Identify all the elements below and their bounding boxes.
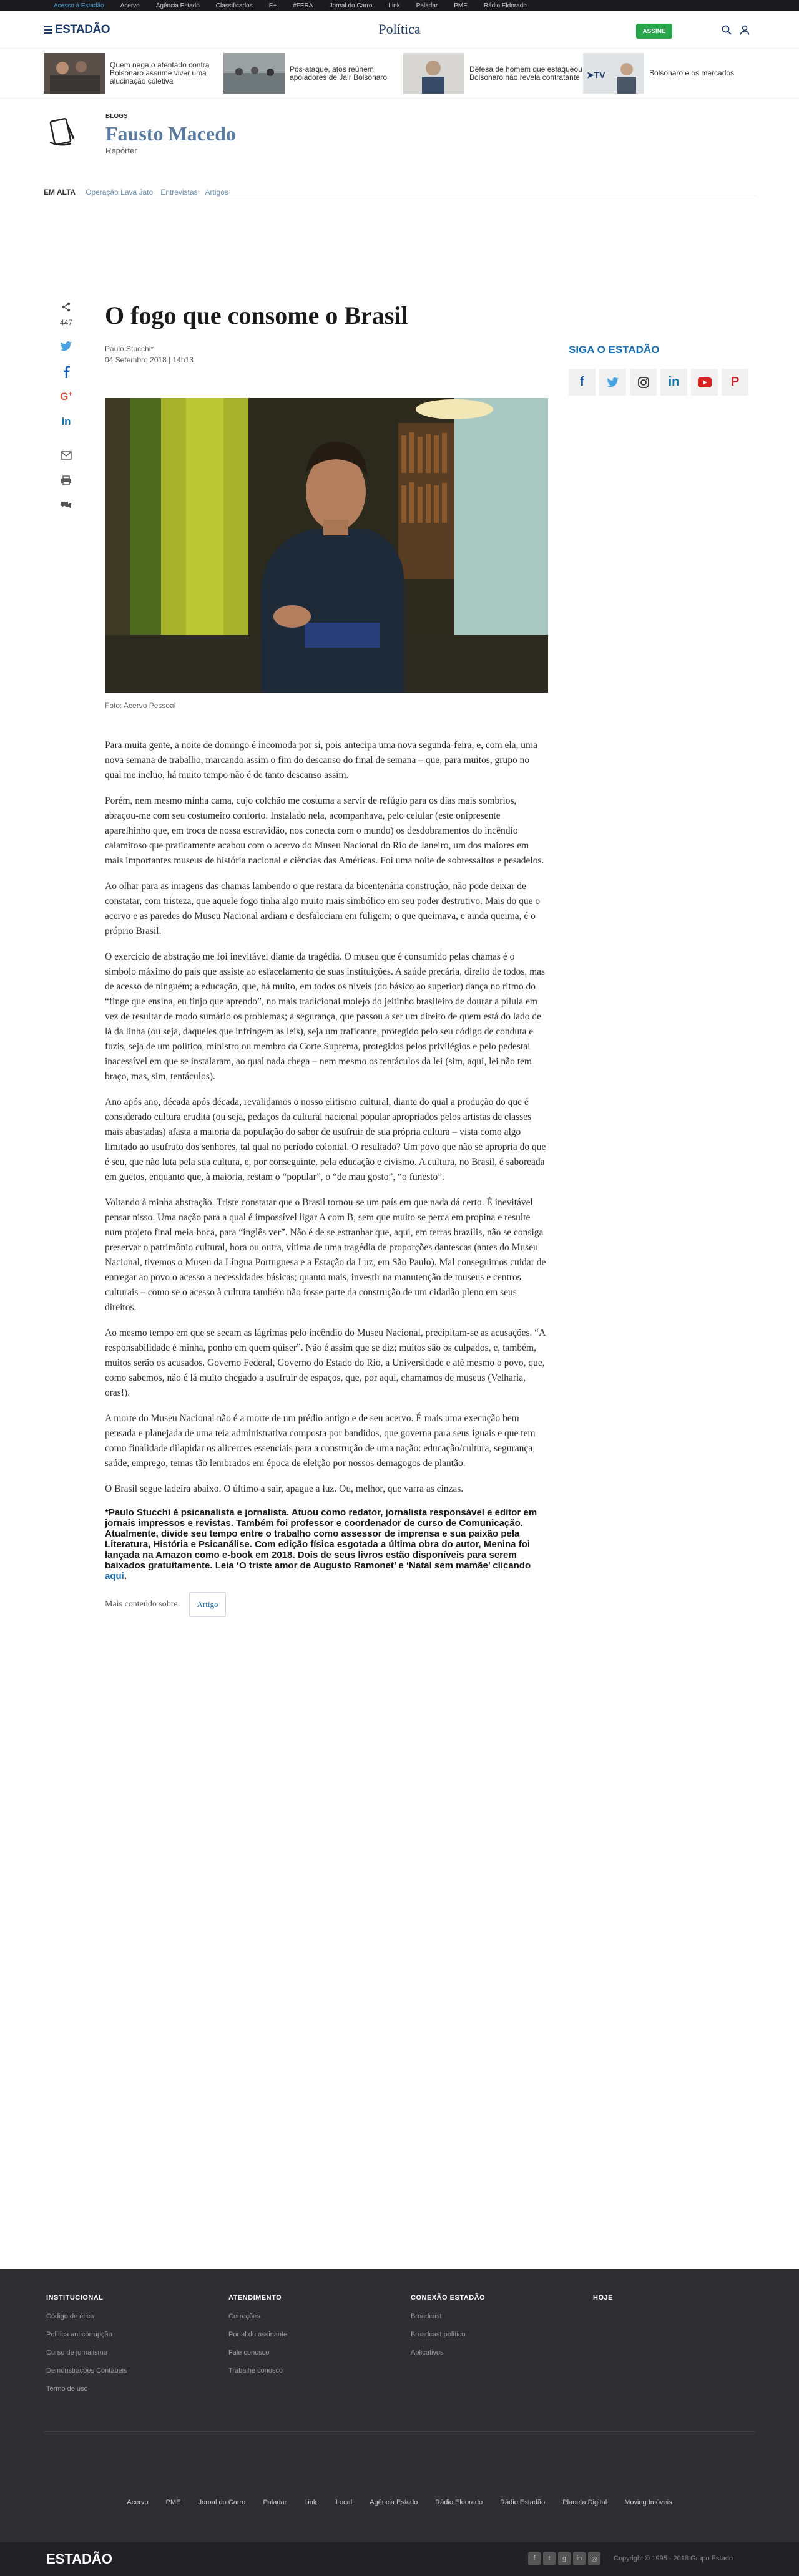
footer-col-title: ATENDIMENTO [228, 2294, 282, 2301]
twitter-icon[interactable]: t [543, 2552, 556, 2565]
news-thumbnail [223, 53, 285, 94]
author-name[interactable]: Paulo Stucchi* [105, 344, 154, 353]
blog-nav-entrevistas[interactable]: Entrevistas [160, 188, 198, 197]
article-paragraph: Porém, nem mesmo minha cama, cujo colchão me costuma a servir de refúgio para os dias mais sombrios, abraçou-me com seu costumeiro conforto. Instalado nela, acompanhava, pelo celular (este onipresente aparelhinho que, em troca de nossa escravidão, nos conecta com o mundo) os desdobramentos do incêndio calamitoso que praticamente acabou com o acervo do Museu Nacional do Rio de Janeiro, um dos maiores em mais importantes museus de história nacional e ciências das Américas. Foi uma noite de sobressaltos e pesadelos. [105, 795, 544, 866]
footer-divider [44, 2431, 755, 2432]
footer-link-moving-imoveis[interactable]: Moving Imóveis [624, 2499, 672, 2506]
article-photo [105, 398, 548, 693]
footer-col-title: HOJE [593, 2294, 613, 2301]
linkedin-icon[interactable]: in [573, 2552, 586, 2565]
linkedin-icon[interactable]: in [660, 369, 687, 396]
top-link-eplus[interactable]: E+ [268, 2, 277, 9]
footer-link-ilocal[interactable]: iLocal [334, 2499, 353, 2506]
share-count: 447 [59, 318, 73, 327]
article-paragraph: O Brasil segue ladeira abaixo. O último a sair, apague a luz. Ou, melhor, que varra as cinzas. [105, 1484, 464, 1494]
footer-col-title: CONEXÃO ESTADÃO [411, 2294, 486, 2301]
estadao-logo[interactable]: ESTADÃO [55, 23, 110, 36]
blog-section-label: BLOGS [105, 113, 128, 120]
article-paragraph: Ano após ano, década após década, revalidamos o nosso elitismo cultural, diante do qual a produção do que é considerado cultura erudita (ou seja, pedaços da cultural nacional popular apropriados pelos artistas de classes mais abastadas) afasta a maioria da população do sabor de usufruir de sua própria cultura – vista como algo limitado ao usufruto dos senhores, tal qual no período colonial. O resultado? Um povo que não se apropria do que é seu, que não luta pela sua cultura, e, por conseguinte, pela educação e civismo. A cultura, no Brasil, é saboreada em guetos, enquanto que, à maioria, restam o “popular”, o “de mau gosto”, “o funesto”. [105, 1097, 546, 1182]
footer-link[interactable]: Aplicativos [411, 2349, 444, 2356]
instagram-icon[interactable] [630, 369, 657, 396]
article-paragraph: Ao olhar para as imagens das chamas lambendo o que restara da bicentenária construção, não pode deixar de constatar, com tristeza, que aquele fogo tinha algo muito mais simbólico em seu poder destrutivo. Mais do que o acervo e as paredes do Museu Nacional ardiam e desfaleciam em fuligem; o que queimava, e ainda queima, é o próprio Brasil. [105, 881, 541, 936]
footer-link-jornal-do-carro[interactable]: Jornal do Carro [198, 2499, 246, 2506]
email-icon[interactable] [59, 450, 74, 465]
footer-link[interactable]: Fale conosco [228, 2349, 270, 2356]
footer-col-conexao [411, 2294, 485, 2367]
news-item[interactable] [583, 53, 763, 94]
blog-role: Repórter [105, 146, 137, 155]
siga-title: SIGA O ESTADÃO [569, 344, 660, 356]
article-paragraph: Voltando à minha abstração. Triste constatar que o Brasil tornou-se um país em que nada dá certo. É inevitável pensar nisso. Uma nação para a qual é impossível ligar A com B, sem que muito se perca em propina e resulte num projeto final meia-boca, para “inglês ver”. Não é de se estranhar que, aqui, em terras brazilis, não se consiga preservar o patrimônio cultural, hora ou outra, vítima de uma tragédia de proporções dantescas (antes do Museu Nacional, tivemos o Museu da Língua Portuguesa e a Estação da Luz, em São Paulo). Mal conseguimos cuidar de entregar ao povo o acesso a necessidades básicas; quanto mais, investir na manutenção de museus e centros culturais – como se o acesso à cultura também não fosse parte da construção de um cidadão pleno em seus direitos. [105, 1197, 546, 1313]
footer-link-agencia[interactable]: Agência Estado [370, 2499, 418, 2506]
footer-link[interactable]: Política anticorrupção [46, 2331, 112, 2338]
footer-link[interactable]: Portal do assinante [228, 2331, 288, 2338]
siga-icons [569, 369, 748, 396]
bio-download-link[interactable]: aqui [105, 1571, 124, 1582]
svg-text:➤TV: ➤TV [587, 70, 605, 80]
search-icon[interactable] [721, 25, 732, 36]
site-header [0, 11, 799, 49]
footer-links [0, 2499, 799, 2506]
linkedin-icon[interactable]: in [61, 416, 71, 427]
author-bio: *Paulo Stucchi é psicanalista e jornalista. Atuou como redator, jornalista responsável e editor em jornais impressos e revistas. Também foi professor e coordenador de curso de Comunicação. Atualmente, divide seu tempo entre o trabalho como assessor de imprensa e sua paixão pela Literatura, História e Psicanálise. Com edição física esgotada a última obra do autor, Menina foi lançada na Amazon como e-book em 2018. Dois de seus livros estão disponíveis para serem baixados gratuitamente. Leia ‘O triste amor de Augusto Ramonet’ e ‘Natal sem mamãe’ clicando aqui. [105, 1507, 537, 1582]
footer-link[interactable]: Código de ética [46, 2313, 94, 2320]
footer-col-title: INSTITUCIONAL [46, 2294, 104, 2301]
assine-button[interactable]: ASSINE [636, 24, 672, 39]
youtube-icon[interactable] [691, 369, 718, 396]
facebook-icon[interactable] [59, 366, 74, 381]
footer-bottom-bar [0, 2542, 799, 2576]
news-thumbnail [403, 53, 464, 94]
top-link-acesso[interactable]: Acesso à Estadão [54, 2, 104, 9]
footer-col-institucional [46, 2294, 127, 2403]
article-title: O fogo que consome o Brasil [105, 301, 408, 329]
top-link-classificados[interactable]: Classificados [215, 2, 253, 9]
instagram-icon[interactable]: ◎ [588, 2552, 600, 2565]
author-bio-text: *Paulo Stucchi é psicanalista e jornalista. Atuou como redator, jornalista responsável e editor em jornais impressos e revistas. Também foi professor e coordenador de curso de Comunicação. Atualmente, divide seu tempo entre o trabalho como assessor de imprensa e sua paixão pela Literatura, História e Psicanálise. Com edição física esgotada a última obra do autor, Menina foi lançada na Amazon como e-book em 2018. Dois de seus livros estão disponíveis para serem baixados gratuitamente. Leia ‘O triste amor de Augusto Ramonet’ e ‘Natal sem mamãe’ clicando [105, 1507, 537, 1571]
blog-nav-lava-jato[interactable]: Operação Lava Jato [86, 188, 154, 197]
blog-nav-em-alta: EM ALTA [44, 188, 76, 197]
facebook-icon[interactable]: f [528, 2552, 541, 2565]
footer-social [528, 2552, 600, 2565]
footer-link-radio-estadao[interactable]: Rádio Estadão [500, 2499, 546, 2506]
facebook-icon[interactable]: f [569, 369, 596, 396]
top-link-jornal-do-carro[interactable]: Jornal do Carro [329, 2, 373, 9]
share-icon[interactable] [61, 302, 71, 314]
more-content [105, 1592, 548, 1617]
top-link-radio[interactable]: Rádio Eldorado [483, 2, 527, 9]
article-body [105, 738, 548, 1617]
site-footer [0, 2269, 799, 2576]
blog-nav [44, 188, 228, 197]
tag-artigo[interactable]: Artigo [189, 1592, 227, 1617]
twitter-icon[interactable] [59, 341, 74, 356]
news-item[interactable] [44, 53, 223, 94]
top-link-acervo[interactable]: Acervo [120, 2, 140, 9]
footer-link[interactable]: Termo de uso [46, 2385, 88, 2393]
footer-link-radio-eldorado[interactable]: Rádio Eldorado [435, 2499, 483, 2506]
article-paragraph: O exercício de abstração me foi inevitável diante da tragédia. O museu que é consumido pelas chamas é o símbolo máximo do país que assiste ao esfacelamento de suas instituições. A saúde precária, direito de todos, mas de acesso de ninguém; a educação, que, há muito, em todos os níveis (do básico ao superior) dança no ritmo do “finge que ensina, eu finjo que aprendo”, no mais tradicional molejo do jeitinho brasileiro de dourar a pílula em vez de resultar de modo sumário os problemas; a segurança, que passou a ser um direito de quem está do lado de lá da linha (ou seja, daqueles que infringem as leis), seja um traficante, protegido pelo seu código de conduta e fuzis, seja de um político, ministro ou membro da Corte Suprema, protegidos pelos privilégios e pelo pedestal inacessível em que se instalaram, ao qual nada chega – nem mesmo os tentáculos da lei (sim, aqui, lei não tem braço, mas, sim, tentáculos). [105, 951, 546, 1082]
google-plus-icon[interactable]: g [558, 2552, 571, 2565]
top-link-fera[interactable]: #FERA [293, 2, 313, 9]
blog-nav-artigos[interactable]: Artigos [205, 188, 228, 197]
top-strip [0, 0, 799, 11]
news-thumbnail [44, 53, 105, 94]
footer-link-link[interactable]: Link [304, 2499, 317, 2506]
blog-header [44, 99, 755, 195]
footer-link-acervo[interactable]: Acervo [127, 2499, 149, 2506]
copyright: Copyright © 1995 - 2018 Grupo Estado [614, 2555, 733, 2562]
footer-link[interactable]: Correções [228, 2313, 260, 2320]
blogger-logo-icon [44, 115, 81, 152]
news-title[interactable]: Quem nega o atentado contra Bolsonaro assume viver uma alucinação coletiva [110, 61, 210, 85]
news-title[interactable]: Defesa de homem que esfaqueou Bolsonaro não revela contratante [469, 64, 582, 82]
footer-link[interactable]: Demonstrações Contábeis [46, 2367, 127, 2374]
pinterest-icon[interactable]: P [722, 369, 748, 396]
news-item[interactable] [223, 53, 403, 94]
news-thumbnail [583, 53, 644, 94]
user-icon[interactable] [739, 25, 750, 36]
top-link-paladar[interactable]: Paladar [416, 2, 438, 9]
section-title[interactable]: Política [378, 21, 421, 37]
footer-col-hoje [593, 2294, 613, 2313]
news-title[interactable]: Pós-ataque, atos reúnem apoiadores de Jair Bolsonaro [290, 64, 388, 82]
top-link-agencia[interactable]: Agência Estado [155, 2, 200, 9]
byline [105, 343, 194, 366]
footer-link-planeta-digital[interactable]: Planeta Digital [562, 2499, 607, 2506]
footer-link[interactable]: Curso de jornalismo [46, 2349, 107, 2356]
comments-icon[interactable] [59, 500, 74, 515]
news-item[interactable] [403, 53, 583, 94]
footer-link-pme[interactable]: PME [165, 2499, 181, 2506]
news-title[interactable]: Bolsonaro e os mercados [649, 69, 735, 77]
footer-link-paladar[interactable]: Paladar [263, 2499, 287, 2506]
google-plus-icon[interactable]: G+ [60, 391, 72, 402]
article-paragraph: A morte do Museu Nacional não é a morte de um prédio antigo e de seu acervo. É mais uma execução bem pensada e planejada de uma teia administrativa composta por bandidos, que governa para seus iguais e que tem como finalidade dilapidar os alicerces essenciais para a construção de uma nação: educação/cultura, segurança, saúde, emprego, temas tão lembrados em época de eleição por nossos demagogos de plantão. [105, 1413, 536, 1469]
blog-name[interactable]: Fausto Macedo [105, 122, 236, 145]
more-content-label: Mais conteúdo sobre: [105, 1600, 180, 1609]
publish-date: 04 Setembro 2018 | 14h13 [105, 356, 194, 364]
article-paragraph: Para muita gente, a noite de domingo é incomoda por si, pois antecipa uma nova segunda-feira, e, com ela, uma nova semana de trabalho, marcando assim o fim do descanso do final de semana – que, para muitos, grupo no qual me incluo, há muito tempo não é de tanto descanso assim. [105, 740, 537, 780]
twitter-icon[interactable] [599, 369, 626, 396]
top-link-link[interactable]: Link [388, 2, 400, 9]
article-paragraph: Ao mesmo tempo em que se secam as lágrimas pelo incêndio do Museu Nacional, precipitam-se as acusações. “A responsabilidade é minha, ponho em quem quiser”. Não é assim que se diz; muitos são os culpados, e, também, muitos serão os acusados. Governo Federal, Governo do Estado do Rio, a Universidade e até mesmo o povo, que, como sabemos, não é lá muito chegado a usufruir de espaços, que, por aqui, chamamos de museus (Velharia, oras!). [105, 1328, 546, 1398]
footer-link[interactable]: Broadcast [411, 2313, 442, 2320]
footer-logo[interactable]: ESTADÃO [46, 2551, 112, 2567]
footer-col-atendimento [228, 2294, 287, 2385]
related-news-strip [0, 49, 799, 99]
footer-link[interactable]: Broadcast político [411, 2331, 466, 2338]
print-icon[interactable] [59, 475, 74, 490]
footer-link[interactable]: Trabalhe conosco [228, 2367, 283, 2374]
photo-caption: Foto: Acervo Pessoal [105, 701, 176, 710]
top-link-pme[interactable]: PME [454, 2, 468, 9]
